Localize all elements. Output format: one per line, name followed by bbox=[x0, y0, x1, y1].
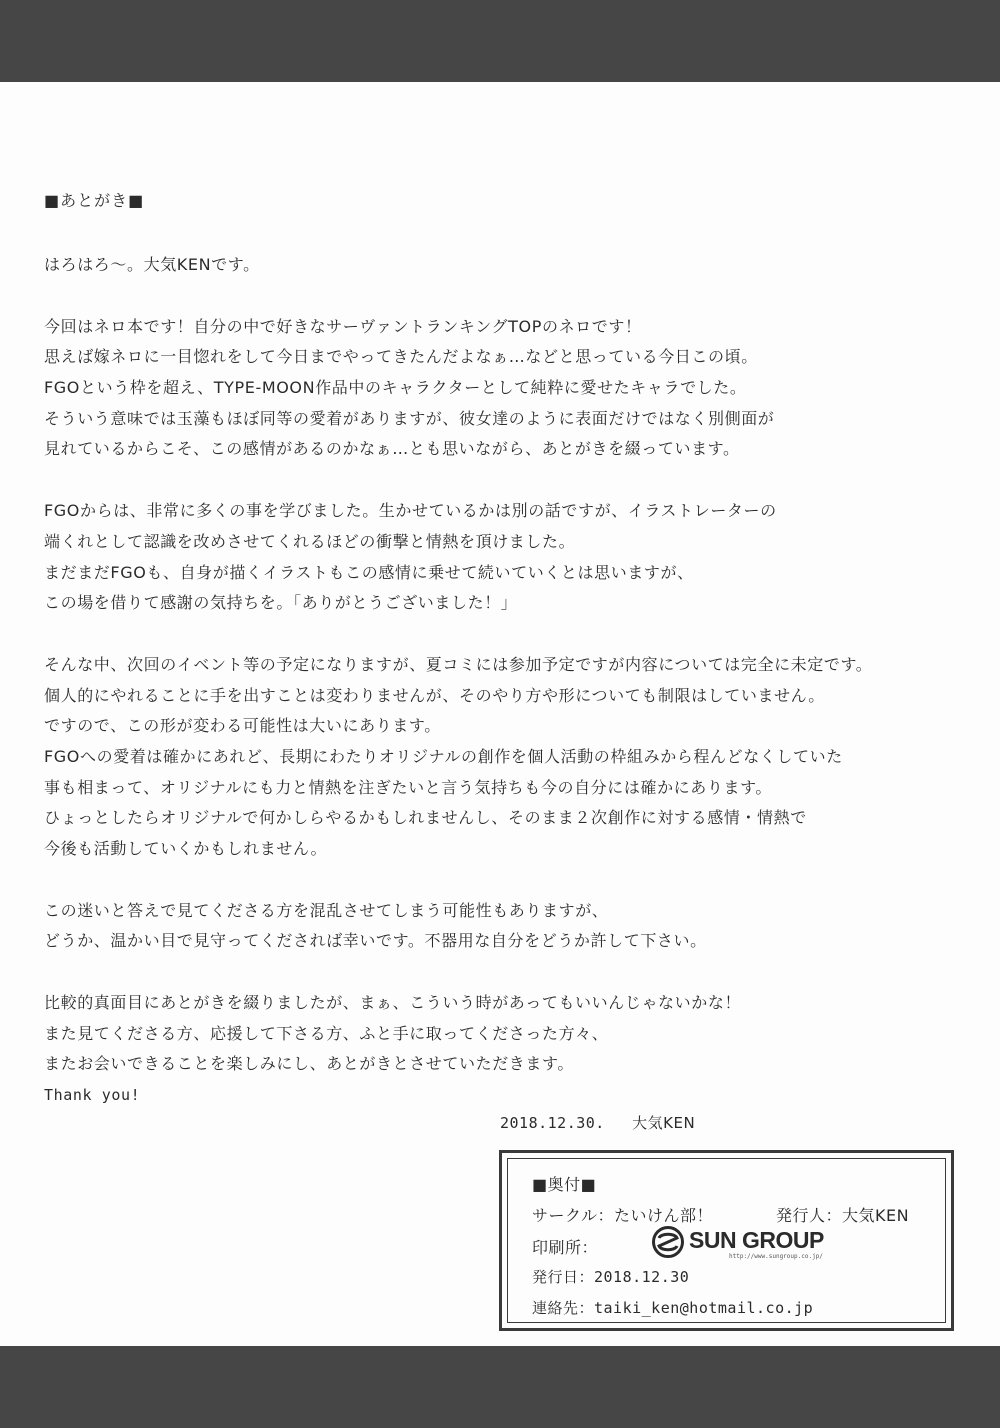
paragraph-gap bbox=[44, 957, 974, 988]
afterword-line: 端くれとして認識を改めさせてくれるほどの衝撃と情熱を頂けました。 bbox=[44, 531, 576, 551]
afterword-body bbox=[44, 250, 974, 1111]
thank-you-line: Thank you! bbox=[44, 1086, 141, 1105]
afterword-line: またお会いできることを楽しみにし、あとがきとさせていただきます。 bbox=[44, 1054, 574, 1074]
afterword-line: FGOへの愛着は確かにあれど、長期にわたりオリジナルの創作を個人活動の枠組みから程んどなくしていた bbox=[44, 746, 843, 766]
afterword-line: FGOという枠を超え、TYPE-MOON作品中のキャラクターとして純粋に愛せたキャラでした。 bbox=[44, 378, 747, 398]
afterword-line: この場を借りて感謝の気持ちを。「ありがとうございました！」 bbox=[44, 593, 518, 613]
signature bbox=[500, 1112, 695, 1133]
colophon-publisher: 発行人：大気KEN bbox=[776, 1206, 910, 1225]
colophon-inner-frame bbox=[507, 1158, 946, 1323]
afterword-line: FGOからは、非常に多くの事を学びました。生かせているかは別の話ですが、イラストレーターの bbox=[44, 501, 777, 521]
colophon-title: ■奥付■ bbox=[532, 1175, 597, 1194]
afterword-line: どうか、温かい目で見守ってくだされば幸いです。不器用な自分をどうか許して下さい。 bbox=[44, 931, 707, 951]
sun-group-logo-icon bbox=[651, 1225, 685, 1259]
signature-date: 2018.12.30. bbox=[500, 1114, 605, 1132]
afterword-line: また見てくださる方、応援して下さる方、ふと手に取ってくださった方々、 bbox=[44, 1023, 609, 1043]
colophon-box bbox=[499, 1150, 954, 1331]
scan-top-band bbox=[0, 0, 1000, 82]
afterword-line: 思えば嫁ネロに一目惚れをして今日までやってきたんだよなぁ…などと思っている今日この頃。 bbox=[44, 347, 758, 367]
sun-group-logo-url: http://www.sungroup.co.jp/ bbox=[729, 1253, 823, 1260]
afterword-line: そんな中、次回のイベント等の予定になりますが、夏コミには参加予定ですが内容については完全に未定です。 bbox=[44, 654, 873, 674]
afterword-heading: ■あとがき■ bbox=[44, 191, 145, 210]
afterword-line: 事も相まって、オリジナルにも力と情熱を注ぎたいと言う気持ちも今の自分には確かにあります。 bbox=[44, 777, 773, 797]
colophon-contact: 連絡先：taiki_ken@hotmail.co.jp bbox=[532, 1299, 814, 1317]
afterword-line: 見れているからこそ、この感情があるのかなぁ…とも思いながら、あとがきを綴っています。 bbox=[44, 439, 740, 459]
afterword-line: 比較的真面目にあとがきを綴りましたが、まぁ、こういう時があってもいいんじゃないかな！ bbox=[44, 993, 742, 1013]
colophon-issue-date: 発行日：2018.12.30 bbox=[532, 1268, 690, 1286]
afterword-line: はろはろ～。大気KENです。 bbox=[44, 255, 260, 274]
paragraph-gap bbox=[44, 465, 974, 496]
afterword-line: そういう意味では玉藻もほぼ同等の愛着がありますが、彼女達のように表面だけではなく別側面が bbox=[44, 408, 775, 428]
scan-bottom-band bbox=[0, 1346, 1000, 1428]
sun-group-logo bbox=[651, 1225, 851, 1265]
afterword-line: ですので、この形が変わる可能性は大いにあります。 bbox=[44, 716, 441, 736]
afterword-line: まだまだFGOも、自身が描くイラストもこの感情に乗せて続いていくとは思いますが、 bbox=[44, 562, 694, 582]
colophon-circle: サークル：たいけん部！ bbox=[532, 1206, 714, 1225]
paragraph-gap bbox=[44, 865, 974, 896]
afterword-line: 個人的にやれることに手を出すことは変わりませんが、そのやり方や形についても制限はしていません。 bbox=[44, 685, 825, 705]
sun-group-logo-text: SUN GROUP bbox=[689, 1227, 824, 1253]
paragraph-gap bbox=[44, 619, 974, 650]
afterword-line: 今回はネロ本です！自分の中で好きなサーヴァントランキングTOPのネロです！ bbox=[44, 316, 642, 336]
afterword-line: この迷いと答えで見てくださる方を混乱させてしまう可能性もありますが、 bbox=[44, 900, 609, 920]
colophon-printer-label: 印刷所： bbox=[532, 1238, 599, 1257]
afterword-line: 今後も活動していくかもしれません。 bbox=[44, 839, 328, 858]
paragraph-gap bbox=[44, 281, 974, 312]
signature-author: 大気KEN bbox=[632, 1114, 696, 1132]
afterword-line: ひょっとしたらオリジナルで何かしらやるかもしれませんし、そのまま２次創作に対する感情・情熱で bbox=[44, 808, 807, 828]
